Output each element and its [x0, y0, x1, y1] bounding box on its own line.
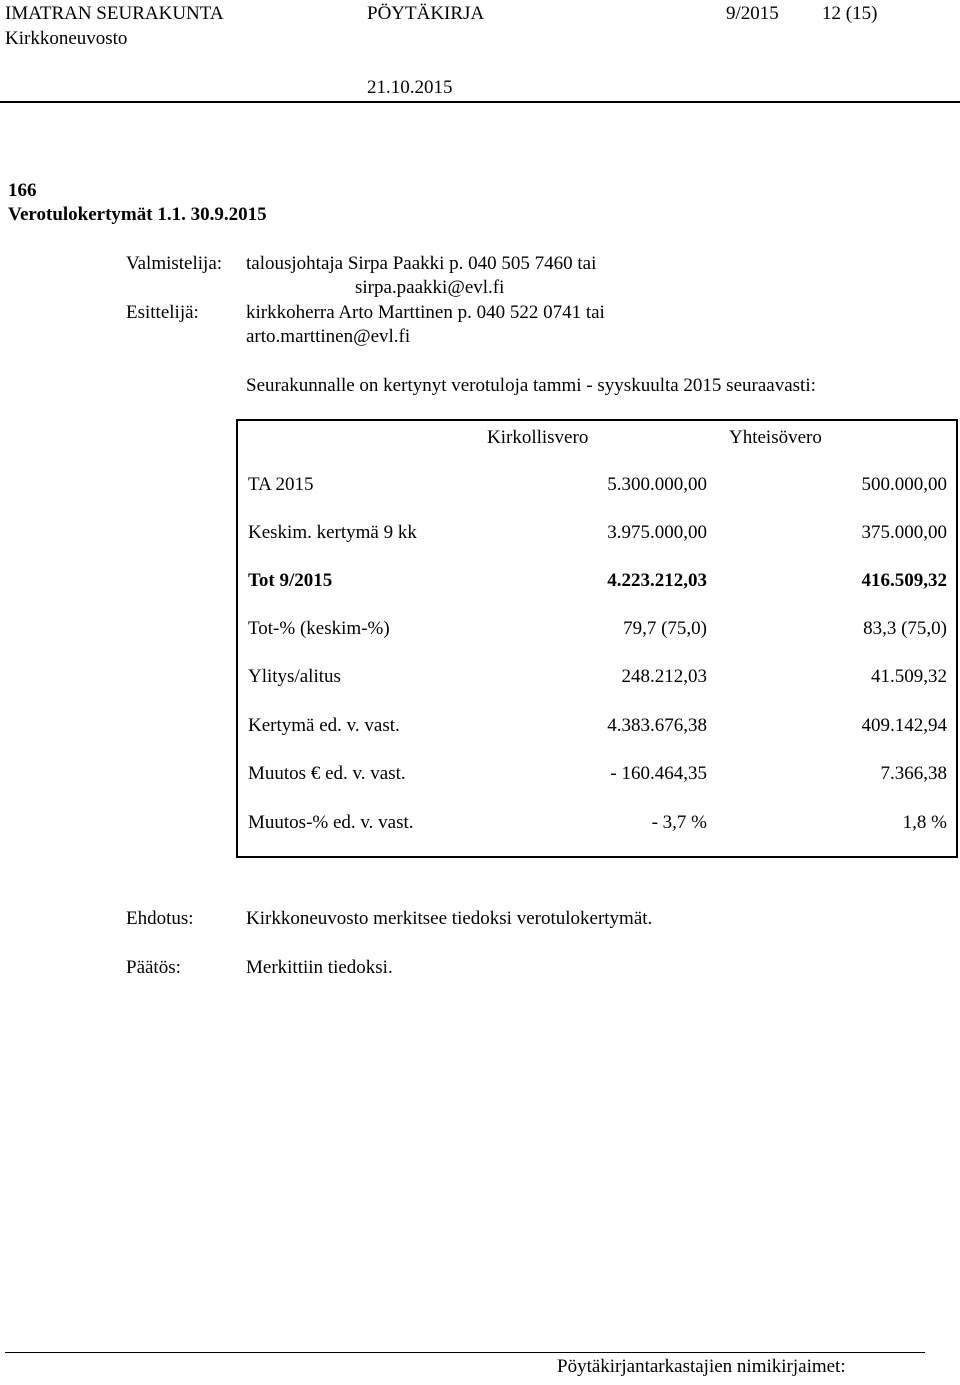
table-cell-yhteisovero: 416.509,32 [861, 570, 947, 591]
table-cell-yhteisovero: 500.000,00 [861, 474, 947, 495]
proposal-text: Kirkkoneuvosto merkitsee tiedoksi verotulokertymät. [246, 908, 653, 929]
preparer-text: talousjohtaja Sirpa Paakki p. 040 505 7460 tai [246, 253, 597, 274]
table-cell-kirkollisvero: 4.223.212,03 [607, 570, 707, 591]
presenter-email: arto.marttinen@evl.fi [246, 326, 411, 347]
table-row-label: Kertymä ed. v. vast. [248, 715, 400, 736]
table-cell-yhteisovero: 7.366,38 [880, 763, 947, 784]
tax-revenue-table [236, 419, 958, 858]
table-cell-kirkollisvero: - 3,7 % [651, 812, 707, 833]
table-row-label: Muutos-% ed. v. vast. [248, 812, 414, 833]
column-header-kirkollisvero: Kirkollisvero [487, 427, 589, 448]
table-row-label: Tot 9/2015 [248, 570, 333, 591]
preparer-email: sirpa.paakki@evl.fi [355, 277, 505, 298]
column-header-yhteisovero: Yhteisövero [729, 427, 822, 448]
table-cell-yhteisovero: 409.142,94 [861, 715, 947, 736]
header-doc-type: PÖYTÄKIRJA [367, 3, 485, 24]
table-row-label: TA 2015 [248, 474, 314, 495]
preparer-label: Valmistelija: [126, 253, 223, 274]
table-cell-yhteisovero: 1,8 % [902, 812, 947, 833]
header-divider [0, 101, 960, 103]
presenter-text: kirkkoherra Arto Marttinen p. 040 522 0741 tai [246, 302, 605, 323]
table-cell-kirkollisvero: 248.212,03 [621, 666, 707, 687]
table-cell-yhteisovero: 83,3 (75,0) [863, 618, 947, 639]
presenter-label: Esittelijä: [126, 302, 199, 323]
decision-text: Merkittiin tiedoksi. [246, 957, 393, 978]
section-number: 166 [8, 180, 37, 201]
intro-text: Seurakunnalle on kertynyt verotuloja tammi - syyskuulta 2015 seuraavasti: [246, 375, 816, 396]
proposal-label: Ehdotus: [126, 908, 194, 929]
decision-label: Päätös: [126, 957, 181, 978]
table-row-label: Tot-% (keskim-%) [248, 618, 390, 639]
table-cell-kirkollisvero: 4.383.676,38 [607, 715, 707, 736]
header-organization: IMATRAN SEURAKUNTA [5, 3, 224, 24]
header-page-number: 12 (15) [822, 3, 878, 24]
table-row-label: Keskim. kertymä 9 kk [248, 522, 417, 543]
table-cell-kirkollisvero: 79,7 (75,0) [623, 618, 707, 639]
header-body: Kirkkoneuvosto [5, 28, 128, 49]
header-date: 21.10.2015 [367, 77, 453, 98]
header-meeting-number: 9/2015 [726, 3, 779, 24]
footer-divider [5, 1352, 925, 1353]
table-row-label: Ylitys/alitus [248, 666, 341, 687]
section-title: Verotulokertymät 1.1. 30.9.2015 [8, 204, 267, 225]
table-cell-yhteisovero: 41.509,32 [871, 666, 947, 687]
table-cell-yhteisovero: 375.000,00 [861, 522, 947, 543]
table-cell-kirkollisvero: 3.975.000,00 [607, 522, 707, 543]
signature-initials-label: Pöytäkirjantarkastajien nimikirjaimet: [557, 1356, 846, 1377]
table-cell-kirkollisvero: 5.300.000,00 [607, 474, 707, 495]
table-cell-kirkollisvero: - 160.464,35 [610, 763, 707, 784]
table-row-label: Muutos € ed. v. vast. [248, 763, 406, 784]
